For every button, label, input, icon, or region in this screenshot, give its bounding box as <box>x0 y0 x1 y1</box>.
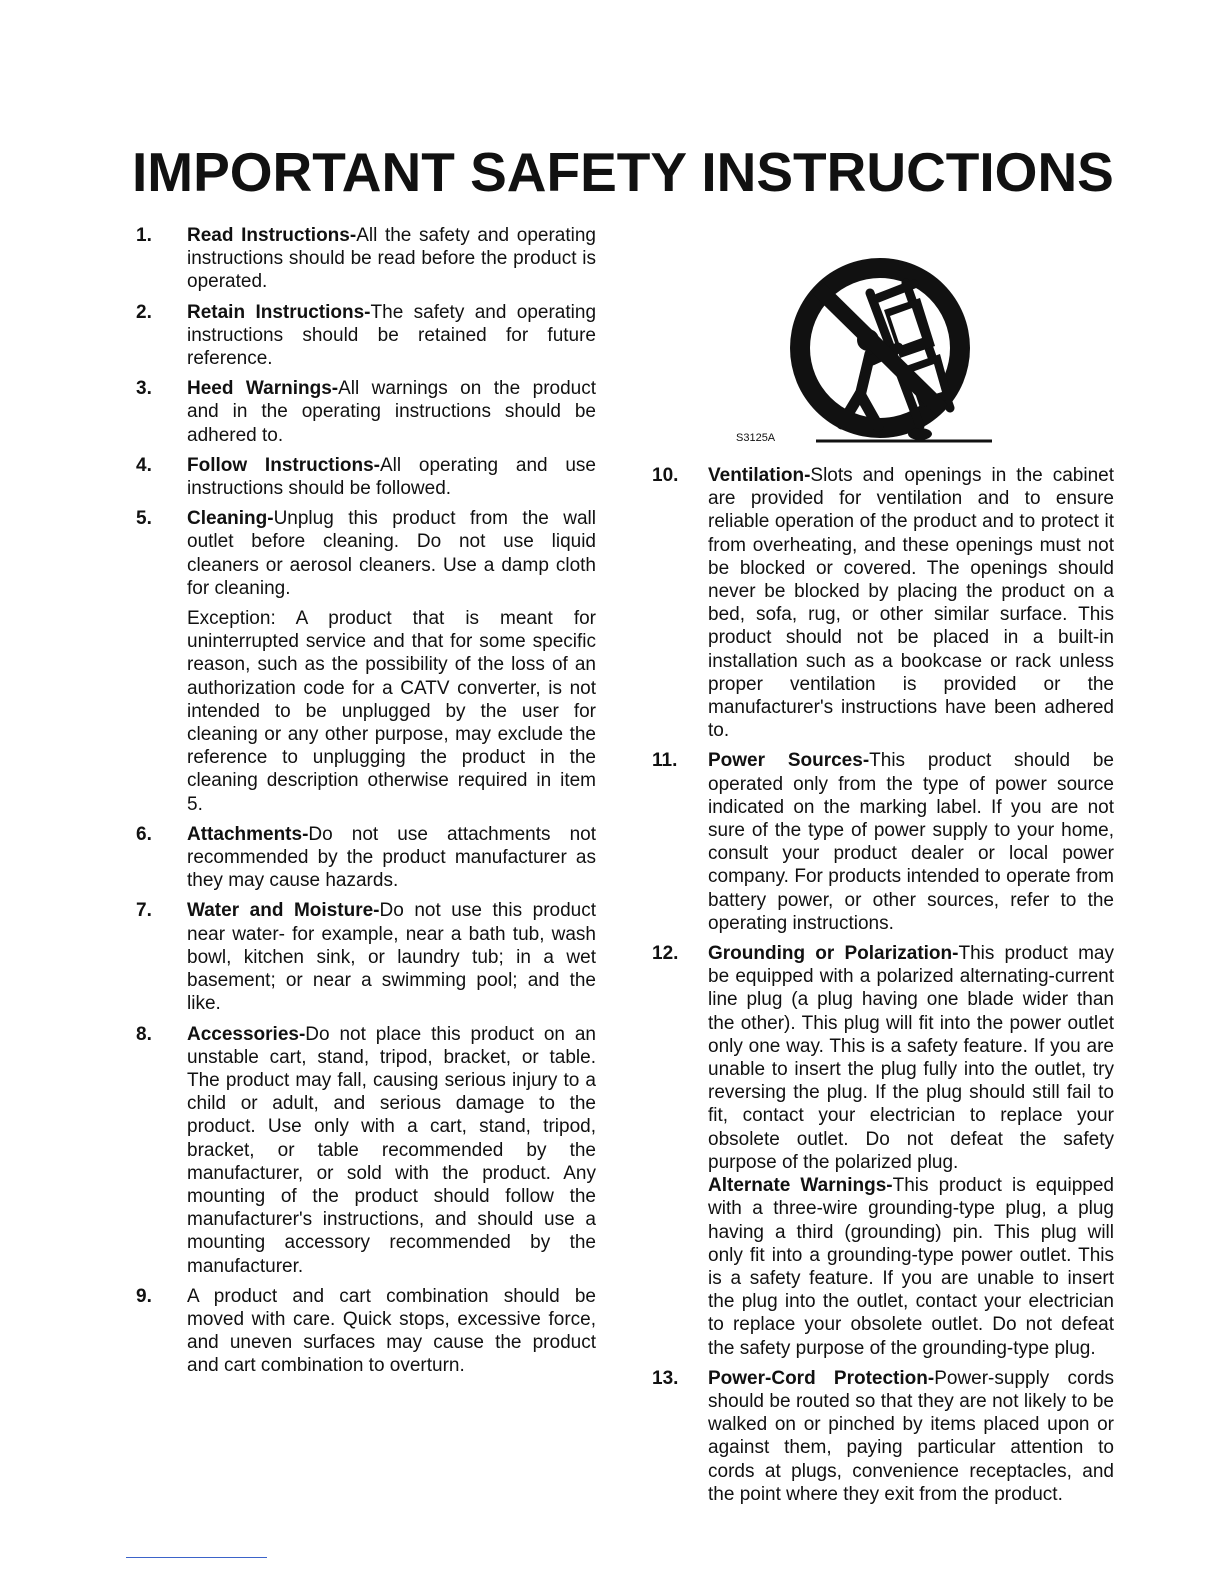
item-alternate-text <box>708 1174 1114 1360</box>
item-number: 2. <box>136 301 152 323</box>
footer-rule <box>126 1557 267 1558</box>
item-heading: Water and Moisture- <box>187 900 380 922</box>
item-text <box>187 224 596 294</box>
item-number: 13. <box>652 1367 679 1389</box>
item-number: 5. <box>136 508 152 530</box>
item-exception-text: Exception: A product that is meant for uninterrupted service and that for some specific reason, such as the possibility of the loss of an authorization code for a CATV converter, is not intended to be unplugged by the user for cleaning or any other purpose, may exclude the reference to unplugging the product in the cleaning description otherwise required in item 5. <box>187 608 596 815</box>
item-body: This product may be equipped with a polarized alternating-current line plug (a plug having one blade wider than the other). This plug will fit into the power outlet only one way. This is a safety feature. If you are unable to insert the plug fully into the outlet, try reversing the plug. If the plug should still fail to fit, contact your electrician to replace your obsolete outlet. Do not defeat the safety purpose of the polarized plug. <box>708 943 1114 1173</box>
item-body: Slots and openings in the cabinet are provided for ventilation and to ensure reliable operation of the product and to protect it from overheating, and these openings must not be blocked or covered. The openings should never be blocked by placing the product on a bed, sofa, rug, or other similar surface. This product should not be placed in a built-in installation such as a bookcase or rack unless proper ventilation is provided or the manufacturer's instructions have been adhered to. <box>708 465 1114 742</box>
item-number: 6. <box>136 823 152 845</box>
instruction-item-10 <box>652 464 1114 742</box>
instruction-item-4 <box>136 454 596 500</box>
item-number: 12. <box>652 943 679 965</box>
item-number: 4. <box>136 454 152 476</box>
instruction-item-7 <box>136 899 596 1015</box>
item-body: Do not use this product near water- for example, near a bath tub, wash bowl, kitchen sink, or laundry tub; in a wet basement; or near a swimming pool; and the like. <box>187 900 596 1015</box>
item-text <box>187 377 596 447</box>
item-number: 3. <box>136 378 152 400</box>
item-text <box>187 1023 596 1278</box>
item-body: Do not place this product on an unstable cart, stand, tripod, bracket, or table. The product may fall, causing serious injury to a child or adult, and serious damage to the product. Use only with a cart, stand, tripod, bracket, or table recommended by the manufacturer, or sold with the product. Any mounting of the product should follow the manufacturer's instructions, and should use a mounting accessory recommended by the manufacturer. <box>187 1023 596 1277</box>
instruction-item-8 <box>136 1023 596 1278</box>
item-text <box>187 1285 596 1378</box>
item-heading: Read Instructions- <box>187 225 357 246</box>
page-title: IMPORTANT SAFETY INSTRUCTIONS <box>132 141 1114 203</box>
instruction-item-1 <box>136 224 596 294</box>
instruction-item-13 <box>652 1367 1114 1506</box>
right-column <box>652 464 1114 1513</box>
item-number: 11. <box>652 750 678 772</box>
item-text <box>708 464 1114 742</box>
item-heading: Cleaning- <box>187 508 274 530</box>
item-number: 1. <box>136 225 152 246</box>
item-text <box>187 823 596 893</box>
item-body: All the safety and operating instructions should be read before the product is operated. <box>187 225 596 293</box>
instruction-item-9 <box>136 1285 596 1378</box>
item-heading: Retain Instructions- <box>187 301 371 323</box>
item-sub-body: This product is equipped with a three-wire grounding-type plug, a plug having a third (grounding) pin. This plug will only fit into a grounding-type power outlet. This is a safety feature. If you are unable to insert the plug into the outlet, contact your electrician to replace your obsolete outlet. Do not defeat the safety purpose of the grounding-type plug. <box>708 1175 1114 1359</box>
item-body: A product and cart combination should be moved with care. Quick stops, excessive force, and uneven surfaces may cause the product and cart combination to overturn. <box>187 1285 596 1377</box>
item-body: Do not use attachments not recommended by the product manufacturer as they may cause hazards. <box>187 823 596 892</box>
item-heading: Grounding or Polarization- <box>708 943 959 965</box>
item-number: 9. <box>136 1285 152 1307</box>
item-heading: Attachments- <box>187 823 309 845</box>
instruction-item-3 <box>136 377 596 447</box>
item-heading: Heed Warnings- <box>187 378 339 400</box>
item-text <box>708 749 1114 935</box>
item-heading: Ventilation- <box>708 465 811 486</box>
item-heading: Power-Cord Protection- <box>708 1367 935 1389</box>
item-heading: Follow Instructions- <box>187 454 380 476</box>
item-heading: Accessories- <box>187 1023 306 1045</box>
item-subheading: Alternate Warnings- <box>708 1175 893 1197</box>
item-body: Unplug this product from the wall outlet before cleaning. Do not use liquid cleaners or aerosol cleaners. Use a damp cloth for cleaning. <box>187 508 596 599</box>
item-body: Power-supply cords should be routed so that they are not likely to be walked on or pinched by items placed upon or against them, paying particular attention to cords at plugs, convenience receptacles, and the point where they exit from the product. <box>708 1367 1115 1505</box>
item-text <box>708 1367 1114 1506</box>
item-text <box>187 899 596 1015</box>
item-text <box>187 454 596 500</box>
figure-code-label: S3125A <box>736 432 776 444</box>
instruction-item-5 <box>136 507 596 816</box>
instruction-item-12 <box>652 942 1114 1360</box>
item-text <box>187 301 596 371</box>
item-body: All operating and use instructions should be followed. <box>187 454 597 500</box>
instruction-item-11 <box>652 749 1114 935</box>
cart-tip-over-warning-icon <box>730 248 1010 448</box>
instruction-item-2 <box>136 301 596 371</box>
item-body: This product should be operated only from the type of power source indicated on the marking label. If you are not sure of the type of power supply to your home, consult your product dealer or local power company. For products intended to operate from battery power, or other sources, refer to the operating instructions. <box>708 750 1114 934</box>
item-heading: Power Sources- <box>708 750 870 772</box>
item-text <box>187 507 596 600</box>
instruction-item-6 <box>136 823 596 893</box>
item-number: 10. <box>652 465 679 486</box>
item-body: All warnings on the product and in the operating instructions should be adhered to. <box>187 378 597 446</box>
item-number: 7. <box>136 900 152 922</box>
item-body: The safety and operating instructions should be retained for future reference. <box>187 301 597 370</box>
left-column <box>136 224 596 1385</box>
item-number: 8. <box>136 1023 152 1045</box>
item-text <box>708 942 1114 1174</box>
